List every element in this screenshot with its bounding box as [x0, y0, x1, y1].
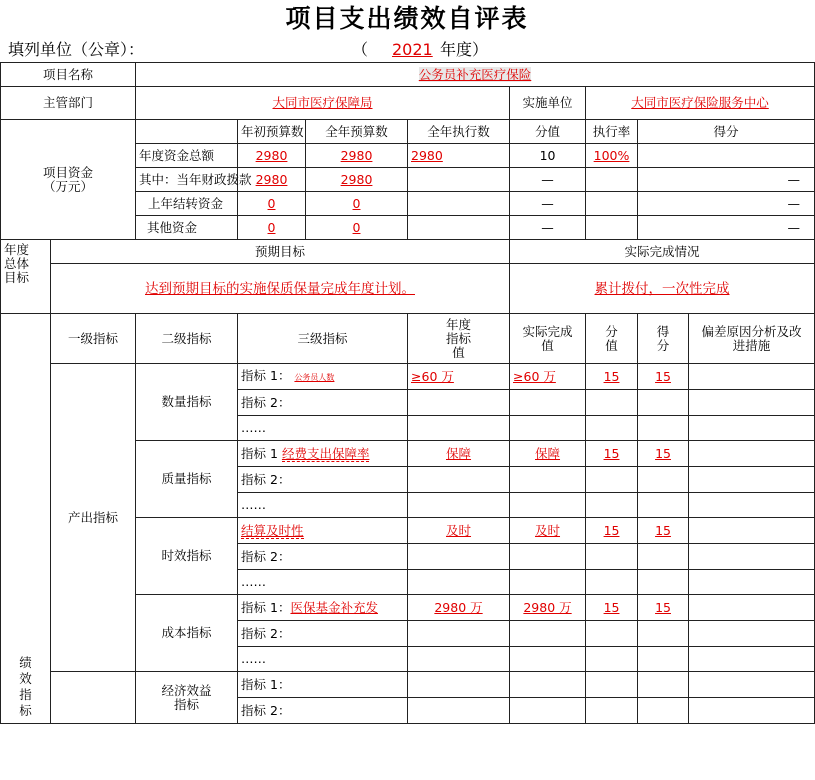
group-economic-text: 经济效益指标: [161, 682, 212, 712]
indicator-actual[interactable]: [510, 441, 586, 467]
indicator-actual[interactable]: [510, 595, 586, 621]
impl-value: 大同市医疗保险服务中心: [631, 95, 769, 110]
indicator-score-value[interactable]: [586, 647, 638, 672]
header-deviation: [689, 314, 815, 364]
header-target-text: 年度指标值: [446, 316, 472, 360]
actual-completion-cell[interactable]: [510, 264, 815, 314]
indicator-score[interactable]: [638, 544, 689, 570]
funds-header-rate: 执行率: [586, 120, 638, 144]
funds-label-text: 项目资金（万元）: [42, 164, 93, 194]
indicator-target-value: ≥60 万: [411, 368, 454, 384]
indicator-target[interactable]: [408, 390, 510, 416]
indicator-score[interactable]: [638, 467, 689, 493]
indicator-actual[interactable]: [510, 416, 586, 441]
indicator-score[interactable]: [638, 647, 689, 672]
funds-corner: [136, 120, 238, 144]
funds-cell-executed[interactable]: [408, 192, 510, 216]
indicator-score-text: 15: [655, 368, 671, 384]
indicator-score-value-text: 15: [603, 368, 620, 384]
funds-cell-score-value: —: [510, 216, 586, 240]
indicator-row[interactable]: [238, 364, 408, 390]
funds-cell-executed[interactable]: [408, 168, 510, 192]
funds-row-label: 上年结转资金: [136, 192, 238, 216]
header-target: [408, 314, 510, 364]
header-level2: 二级指标: [136, 314, 238, 364]
performance-indicators-label: [1, 314, 51, 724]
funds-header-executed: 全年执行数: [408, 120, 510, 144]
group-cost: 成本指标: [136, 595, 238, 672]
indicator-score[interactable]: [638, 416, 689, 441]
indicator-score-value[interactable]: [586, 467, 638, 493]
indicator-score[interactable]: [638, 698, 689, 724]
funds-cell-score: —: [638, 216, 815, 240]
funds-value: 0: [352, 219, 361, 235]
dept-cell[interactable]: [136, 87, 510, 120]
indicator-target-value: 保障: [446, 445, 472, 461]
overall-goal-label: [1, 240, 51, 314]
indicator-actual-value: ≥60 万: [513, 368, 556, 384]
funds-value: 2980: [411, 147, 443, 163]
indicator-deviation[interactable]: [689, 698, 815, 724]
funds-cell-rate[interactable]: [586, 168, 638, 192]
funds-value: 0: [267, 195, 276, 211]
funds-cell-score: —: [638, 168, 815, 192]
indicator-row[interactable]: ……: [238, 570, 408, 595]
funds-cell-executed[interactable]: [408, 216, 510, 240]
indicator-target[interactable]: [408, 544, 510, 570]
funds-value: 0: [352, 195, 361, 211]
impl-cell[interactable]: [586, 87, 815, 120]
performance-indicators-text: 绩效指标: [19, 655, 32, 718]
indicator-deviation[interactable]: [689, 416, 815, 441]
funds-cell-initial[interactable]: [238, 192, 306, 216]
header-score-value-text: 分值: [605, 323, 618, 353]
year-suffix: 年度）: [440, 40, 489, 59]
indicator-score[interactable]: [638, 672, 689, 698]
expected-goal-header: 预期目标: [51, 240, 510, 264]
indicator-actual[interactable]: [510, 698, 586, 724]
indicator-score-text: 15: [655, 522, 671, 538]
indicator-score-text: 15: [655, 445, 671, 461]
header-deviation-text: 偏差原因分析及改进措施: [701, 323, 802, 353]
indicator-score-value[interactable]: [586, 544, 638, 570]
indicator-deviation[interactable]: [689, 518, 815, 544]
indicator-deviation[interactable]: [689, 672, 815, 698]
unit-line: [0, 38, 814, 62]
funds-value: 0: [267, 219, 276, 235]
indicator-target[interactable]: [408, 441, 510, 467]
header-actual: [510, 314, 586, 364]
indicator-deviation[interactable]: [689, 595, 815, 621]
indicator-target-value: 及时: [446, 522, 472, 538]
indicator-score-value[interactable]: [586, 672, 638, 698]
indicator-score-value[interactable]: [586, 518, 638, 544]
funds-cell-initial[interactable]: [238, 216, 306, 240]
indicator-row[interactable]: [238, 595, 408, 621]
indicator-score[interactable]: [638, 518, 689, 544]
indicator-score-value-text: 15: [603, 599, 620, 615]
funds-header-score-value: 分值: [510, 120, 586, 144]
indicator-row[interactable]: ……: [238, 493, 408, 518]
indicator-row[interactable]: 指标 2：: [238, 467, 408, 493]
header-level3: 三级指标: [238, 314, 408, 364]
actual-completion-text: 累计拨付，一次性完成: [594, 280, 730, 297]
dept-value: 大同市医疗保障局: [272, 95, 373, 110]
indicator-actual[interactable]: [510, 544, 586, 570]
indicator-score[interactable]: [638, 595, 689, 621]
indicator-name: 公务员人数: [294, 372, 335, 382]
funds-header-initial: 年初预算数: [238, 120, 306, 144]
indicator-prefix: 指标 1：: [241, 599, 291, 615]
expected-goal-text: 达到预期目标的实施保质保量完成年度计划。: [145, 280, 415, 297]
indicator-row[interactable]: 指标 2：: [238, 698, 408, 724]
header-score-text: 得分: [656, 323, 670, 353]
indicator-score-value[interactable]: [586, 416, 638, 441]
impl-label: 实施单位: [510, 87, 586, 120]
funds-row-label: 年度资金总额: [136, 144, 238, 168]
indicator-name: 经费支出保障率: [281, 445, 370, 461]
indicator-deviation[interactable]: [689, 647, 815, 672]
indicator-deviation[interactable]: [689, 467, 815, 493]
funds-cell-rate[interactable]: [586, 216, 638, 240]
funds-value: 2980: [255, 147, 288, 163]
indicator-row[interactable]: 指标 2：: [238, 544, 408, 570]
indicator-actual[interactable]: [510, 364, 586, 390]
overall-goal-label-text: 年度总体目标: [4, 242, 30, 285]
indicator-actual-value: 2980 万: [523, 599, 572, 615]
indicator-score[interactable]: [638, 570, 689, 595]
indicator-score[interactable]: [638, 493, 689, 518]
year-value[interactable]: 2021: [392, 40, 433, 59]
funds-cell-score: —: [638, 192, 815, 216]
output-indicators-label: 产出指标: [51, 364, 136, 672]
indicator-actual[interactable]: [510, 518, 586, 544]
indicator-score[interactable]: [638, 364, 689, 390]
funds-cell-annual[interactable]: [306, 144, 408, 168]
header-score: [638, 314, 689, 364]
indicator-name: 结算及时性: [241, 522, 304, 538]
funds-value: 2980: [255, 171, 288, 187]
indicator-target[interactable]: [408, 364, 510, 390]
indicator-actual[interactable]: [510, 390, 586, 416]
indicator-score-value[interactable]: [586, 595, 638, 621]
unit-label: 填列单位（公章）：: [8, 40, 145, 59]
indicator-prefix: 指标 1: [241, 445, 278, 461]
indicator-score-value[interactable]: [586, 570, 638, 595]
indicator-prefix: 指标 1：: [241, 367, 291, 383]
indicator-row[interactable]: [238, 441, 408, 467]
funds-cell-initial[interactable]: [238, 144, 306, 168]
funds-header-annual: 全年预算数: [306, 120, 408, 144]
indicator-deviation[interactable]: [689, 364, 815, 390]
indicator-row[interactable]: ……: [238, 416, 408, 441]
indicator-target[interactable]: [408, 672, 510, 698]
funds-cell-annual[interactable]: [306, 216, 408, 240]
dept-label: 主管部门: [1, 87, 136, 120]
indicator-target[interactable]: [408, 493, 510, 518]
group-quality: 质量指标: [136, 441, 238, 518]
header-level1: 一级指标: [51, 314, 136, 364]
indicator-target[interactable]: [408, 467, 510, 493]
indicator-score-text: 15: [655, 599, 671, 615]
expected-goal-cell[interactable]: [51, 264, 510, 314]
indicator-deviation[interactable]: [689, 621, 815, 647]
funds-value: 2980: [340, 147, 373, 163]
page-title: 项目支出绩效自评表: [285, 4, 529, 33]
indicator-row[interactable]: 指标 2：: [238, 621, 408, 647]
funds-label: [1, 120, 136, 240]
indicator-score[interactable]: [638, 621, 689, 647]
indicator-score-value[interactable]: [586, 364, 638, 390]
group-quantity: 数量指标: [136, 364, 238, 441]
funds-value: 2980: [340, 171, 373, 187]
indicator-actual[interactable]: [510, 467, 586, 493]
indicator-target[interactable]: [408, 595, 510, 621]
indicator-deviation[interactable]: [689, 570, 815, 595]
indicator-score-value-text: 15: [603, 522, 620, 538]
indicator-actual[interactable]: [510, 570, 586, 595]
funds-row-label: 其中：当年财政拨款: [136, 168, 238, 192]
indicator-score-value-text: 15: [603, 445, 620, 461]
indicator-target-value: 2980 万: [434, 599, 483, 615]
indicator-deviation[interactable]: [689, 544, 815, 570]
indicator-row[interactable]: 指标 2：: [238, 390, 408, 416]
indicator-actual[interactable]: [510, 493, 586, 518]
funds-cell-score-value: 10: [510, 144, 586, 168]
actual-completion-header: 实际完成情况: [510, 240, 815, 264]
indicator-score-value[interactable]: [586, 390, 638, 416]
indicator-row[interactable]: 指标 1：: [238, 672, 408, 698]
project-name-cell[interactable]: [136, 63, 815, 87]
indicator-deviation[interactable]: [689, 441, 815, 467]
indicator-target[interactable]: [408, 518, 510, 544]
group-economic: [136, 672, 238, 724]
indicator-score-value[interactable]: [586, 493, 638, 518]
indicator-actual-value: 及时: [535, 522, 561, 538]
indicator-actual-value: 保障: [535, 445, 561, 461]
indicator-actual[interactable]: [510, 647, 586, 672]
paren-open: （: [352, 40, 369, 59]
funds-cell-score[interactable]: [638, 144, 815, 168]
indicator-deviation[interactable]: [689, 390, 815, 416]
funds-cell-rate[interactable]: [586, 192, 638, 216]
funds-cell-rate[interactable]: [586, 144, 638, 168]
group-timeliness: 时效指标: [136, 518, 238, 595]
funds-value: 100%: [593, 147, 630, 163]
funds-cell-annual[interactable]: [306, 168, 408, 192]
indicator-actual[interactable]: [510, 672, 586, 698]
indicator-row[interactable]: [238, 518, 408, 544]
indicator-deviation[interactable]: [689, 493, 815, 518]
indicator-actual[interactable]: [510, 621, 586, 647]
funds-cell-annual[interactable]: [306, 192, 408, 216]
funds-header-score: 得分: [638, 120, 815, 144]
funds-cell-executed[interactable]: [408, 144, 510, 168]
level1-blank: [51, 672, 136, 724]
header-score-value: [586, 314, 638, 364]
indicator-target[interactable]: [408, 570, 510, 595]
indicator-score-value[interactable]: [586, 621, 638, 647]
indicator-score-value[interactable]: [586, 441, 638, 467]
header-actual-text: 实际完成值: [522, 323, 573, 353]
indicator-target[interactable]: [408, 698, 510, 724]
indicator-score-value[interactable]: [586, 698, 638, 724]
indicator-score[interactable]: [638, 441, 689, 467]
indicator-target[interactable]: [408, 416, 510, 441]
indicator-target[interactable]: [408, 621, 510, 647]
indicator-target[interactable]: [408, 647, 510, 672]
indicator-row[interactable]: ……: [238, 647, 408, 672]
evaluation-table: [0, 62, 815, 724]
project-name-label: 项目名称: [1, 63, 136, 87]
funds-cell-score-value: —: [510, 168, 586, 192]
indicator-name: 医保基金补充发: [290, 599, 378, 615]
funds-cell-score-value: —: [510, 192, 586, 216]
funds-row-label: 其他资金: [136, 216, 238, 240]
project-name-value: 公务员补充医疗保险: [418, 66, 532, 82]
indicator-score[interactable]: [638, 390, 689, 416]
